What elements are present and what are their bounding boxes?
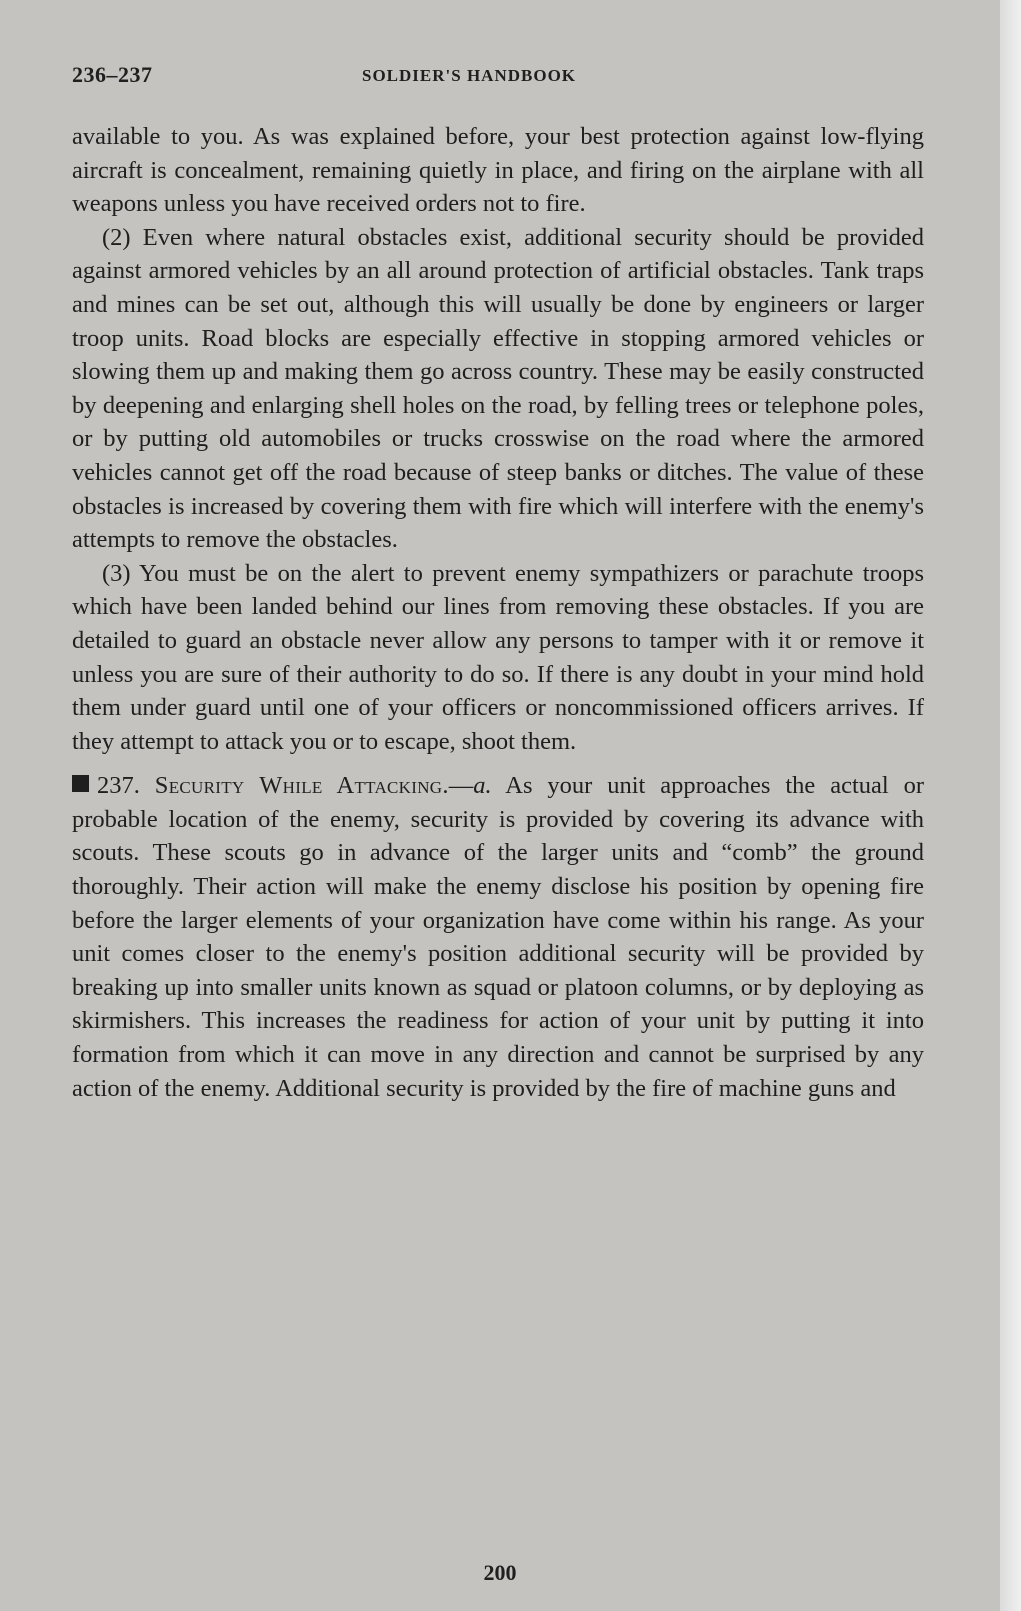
running-title: SOLDIER'S HANDBOOK xyxy=(362,66,577,85)
page-header xyxy=(72,62,924,92)
section-237 xyxy=(72,769,924,1105)
section-sub-letter: a. xyxy=(473,772,492,800)
section-text: As your unit approaches the actual or probable location of the enemy, security is provided by covering its advance with scouts. These scouts go in advance of the larger units and “comb” the ground thoroughly. Their action will make the enemy disclose his position by opening fire before the larger elements of your organization have come within his range. As your unit comes closer to the enemy's position additional security will be provided by breaking up into smaller units known as squad or platoon columns, or by deploying as skirmishers. This increases the readiness for action of your unit by putting it into formation from which it can move in any direction and cannot be surprised by any action of the enemy. Additional security is provided by the fire of machine guns and xyxy=(72,772,925,1102)
paragraph-2: (2) Even where natural obstacles exist, additional security should be provided against armored vehicles by an all around protection of artificial obstacles. Tank traps and mines can be set out, although this will usually be done by engineers or larger troop units. Road blocks are especially effective in stopping armored vehicles or slowing them up and making them go across country. These may be easily constructed by deepening and enlarging shell holes on the road, by felling trees or telephone poles, or by putting old automobiles or trucks crosswise on the road where the armored vehicles cannot get off the road because of steep banks or ditches. The value of these obstacles is increased by covering them with fire which will interfere with the enemy's attempts to remove the obstacles. xyxy=(72,223,924,554)
paragraph-3: (3) You must be on the alert to prevent enemy sympathizers or parachute troops which have been landed behind our lines from removing these obstacles. If you are detailed to guard an obstacle never allow any persons to tamper with it or remove it unless you are sure of their authority to do so. If there is any doubt in your mind hold them under guard until one of your officers or noncommissioned officers arrives. If they attempt to attack you or to escape, shoot them. xyxy=(72,559,924,755)
body-text xyxy=(72,120,924,1105)
section-marker-icon xyxy=(72,775,89,792)
page-edge xyxy=(1000,0,1021,1611)
page-number: 200 xyxy=(483,1560,517,1585)
section-number: 237. xyxy=(97,772,140,800)
section-dash: — xyxy=(448,772,474,800)
section-title: Security While Attacking. xyxy=(154,772,449,800)
paragraph-continued: available to you. As was explained before, your best protection against low-flying aircraft is concealment, remaining quietly in place, and firing on the airplane with all weapons unless you have received orders not to fire. xyxy=(72,123,924,218)
page-range: 236–237 xyxy=(72,62,153,87)
